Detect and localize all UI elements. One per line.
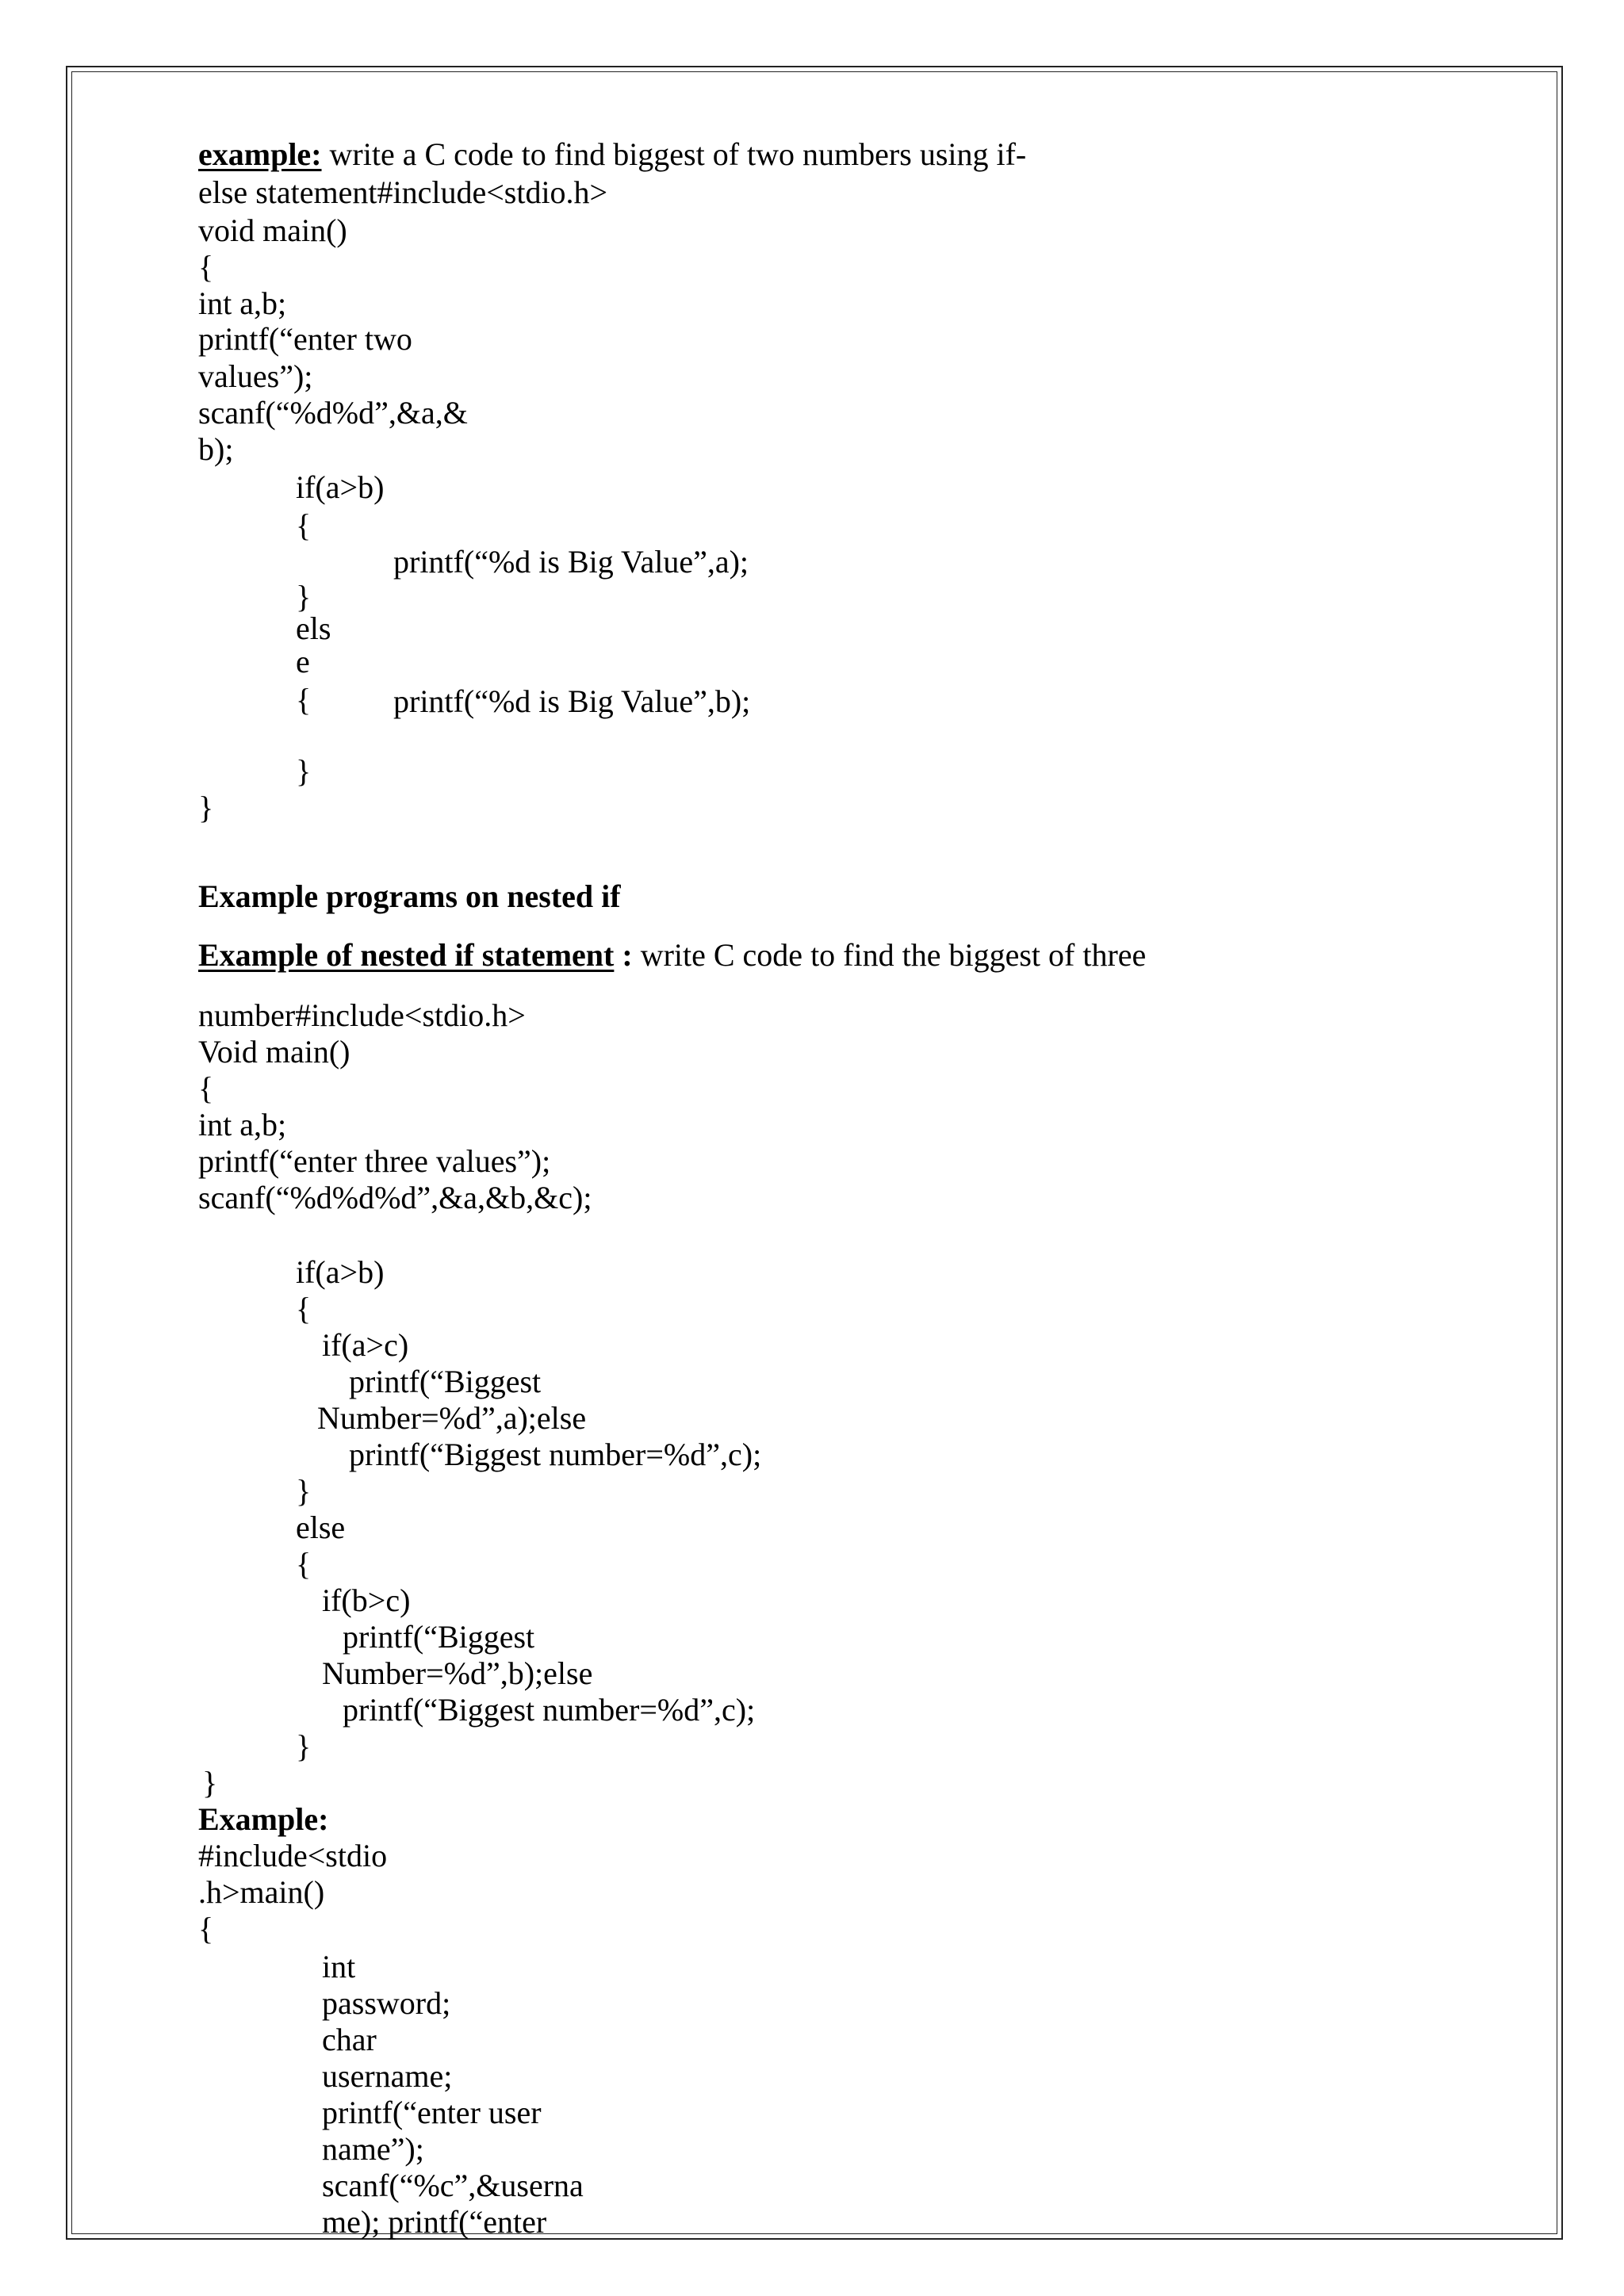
code-line: printf(“%d is Big Value”,b); [393, 683, 751, 719]
code-line: scanf(“%c”,&userna [322, 2168, 584, 2203]
code-line: number#include<stdio.h> [198, 997, 526, 1033]
label-colon: : [614, 937, 641, 973]
code-line: } [296, 1728, 312, 1764]
section1-intro: write a C code to find biggest of two numbers using if- [321, 136, 1027, 172]
code-line: printf(“Biggest number=%d”,c); [343, 1692, 756, 1728]
code-line: #include<stdio [198, 1838, 388, 1873]
nested-if-heading: Example programs on nested if [198, 878, 621, 914]
code-line: password; [322, 1985, 451, 2021]
code-line: { [198, 249, 214, 285]
code-line: name”); [322, 2131, 424, 2167]
example-heading: Example: [198, 1801, 329, 1837]
code-line: printf(“Biggest number=%d”,c); [349, 1437, 762, 1472]
code-line: } [296, 753, 312, 789]
code-line: printf(“enter user [322, 2095, 542, 2130]
section2-title-line [198, 937, 1146, 974]
code-line: if(b>c) [322, 1582, 411, 1618]
code-line: } [198, 790, 214, 825]
code-line: { [296, 682, 312, 718]
code-line: int [322, 1949, 356, 1984]
code-line: { [198, 1070, 214, 1106]
code-line: scanf(“%d%d%d”,&a,&b,&c); [198, 1180, 592, 1215]
code-line: } [296, 1473, 312, 1509]
code-line: { [296, 507, 312, 543]
code-line: Number=%d”,b);else [322, 1655, 593, 1691]
section1-title-line [198, 136, 1026, 173]
code-line: { [296, 1291, 312, 1326]
code-line: char [322, 2022, 377, 2057]
code-line: scanf(“%d%d”,&a,& [198, 395, 468, 430]
code-line: .h>main() [198, 1874, 325, 1910]
code-line: { [296, 1546, 312, 1582]
code-line: values”); [198, 358, 313, 394]
code-line: } [296, 579, 312, 614]
code-line: if(a>c) [322, 1327, 409, 1363]
code-line: void main() [198, 212, 347, 248]
example-label: example: [198, 136, 322, 172]
code-line: b); [198, 431, 234, 467]
code-line: if(a>b) [296, 469, 385, 505]
code-line: printf(“enter three values”); [198, 1143, 551, 1179]
code-line: } [202, 1765, 218, 1800]
code-line: els [296, 610, 331, 646]
code-line: me); printf(“enter [322, 2204, 547, 2240]
code-line: e [296, 644, 310, 679]
code-line: Void main() [198, 1034, 350, 1070]
code-line: else statement#include<stdio.h> [198, 174, 608, 210]
code-line: Number=%d”,a);else [317, 1400, 587, 1436]
code-line: printf(“%d is Big Value”,a); [393, 544, 749, 580]
code-line: printf(“Biggest [349, 1364, 542, 1399]
section2-intro: write C code to find the biggest of three [640, 937, 1147, 973]
code-line: printf(“enter two [198, 321, 412, 357]
code-line: if(a>b) [296, 1254, 385, 1290]
code-line: { [198, 1911, 214, 1946]
code-line: else [296, 1510, 346, 1545]
code-line: printf(“Biggest [343, 1619, 535, 1655]
code-line: int a,b; [198, 285, 287, 321]
nested-if-label: Example of nested if statement [198, 937, 615, 973]
code-line: int a,b; [198, 1107, 287, 1142]
code-line: username; [322, 2058, 453, 2094]
